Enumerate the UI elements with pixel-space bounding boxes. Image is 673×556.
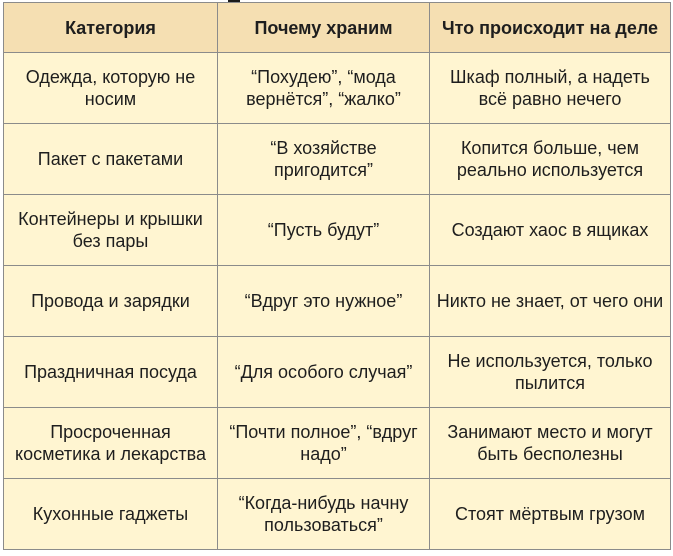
reason-cell: “Похудею”, “мода вернётся”, “жалко” xyxy=(218,53,430,124)
reality-cell: Занимают место и могут быть бесполезны xyxy=(430,408,671,479)
reason-cell: “Пусть будут” xyxy=(218,195,430,266)
table-row xyxy=(4,479,671,550)
category-cell: Провода и зарядки xyxy=(4,266,218,337)
header-why-we-keep: Почему храним xyxy=(218,3,430,53)
reality-cell: Шкаф полный, а надеть всё равно нечего xyxy=(430,53,671,124)
reason-cell: “Когда-нибудь начну пользоваться” xyxy=(218,479,430,550)
category-cell: Пакет с пакетами xyxy=(4,124,218,195)
reason-cell: “Вдруг это нужное” xyxy=(218,266,430,337)
storage-habits-table xyxy=(3,2,671,550)
table-row xyxy=(4,266,671,337)
reality-cell: Копится больше, чем реально используется xyxy=(430,124,671,195)
table-row xyxy=(4,195,671,266)
reason-cell: “В хозяйстве пригодится” xyxy=(218,124,430,195)
table-row xyxy=(4,53,671,124)
table-row xyxy=(4,408,671,479)
reason-cell: “Почти полное”, “вдруг надо” xyxy=(218,408,430,479)
category-cell: Одежда, которую не носим xyxy=(4,53,218,124)
category-cell: Контейнеры и крышки без пары xyxy=(4,195,218,266)
reality-cell: Не используется, только пылится xyxy=(430,337,671,408)
reason-cell: “Для особого случая” xyxy=(218,337,430,408)
header-category: Категория xyxy=(4,3,218,53)
category-cell: Праздничная посуда xyxy=(4,337,218,408)
header-what-happens: Что происходит на деле xyxy=(430,3,671,53)
reality-cell: Никто не знает, от чего они xyxy=(430,266,671,337)
reality-cell: Стоят мёртвым грузом xyxy=(430,479,671,550)
table-header-row xyxy=(4,3,671,53)
reality-cell: Создают хаос в ящиках xyxy=(430,195,671,266)
table-row xyxy=(4,337,671,408)
table-row xyxy=(4,124,671,195)
category-cell: Кухонные гаджеты xyxy=(4,479,218,550)
category-cell: Просроченная косметика и лекарства xyxy=(4,408,218,479)
